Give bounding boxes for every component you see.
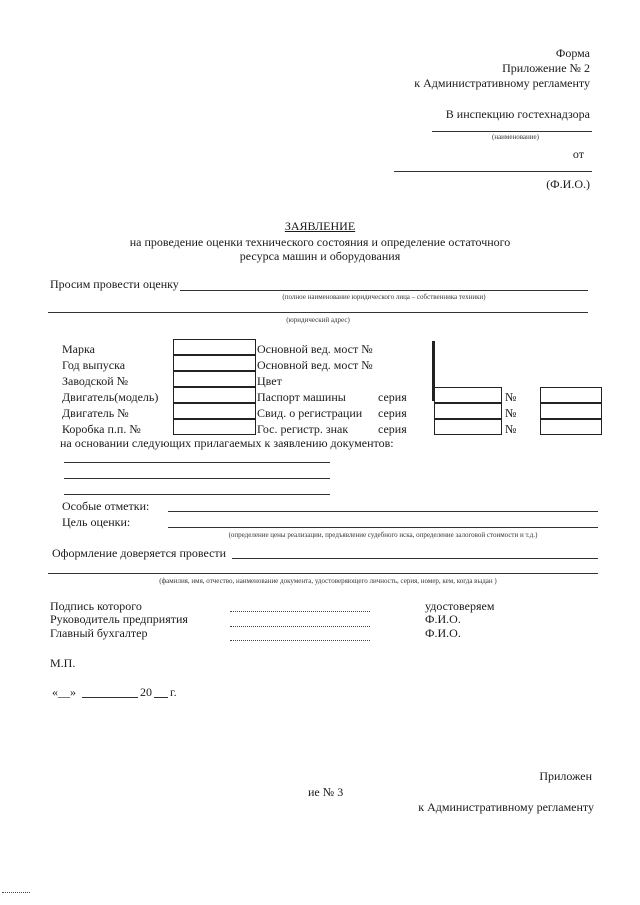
request-label: Просим провести оценку bbox=[50, 277, 179, 291]
input-year[interactable] bbox=[173, 355, 256, 371]
owner-caption: (полное наименование юридического лица – собственника техники) bbox=[282, 293, 486, 301]
label-serial: Заводской № bbox=[62, 374, 129, 388]
accountant-fio: Ф.И.О. bbox=[425, 626, 461, 640]
purpose-caption: (определение цены реализации, предъявление судебного иска, определение залоговой стоимости и т.д.) bbox=[228, 531, 538, 539]
inspection-name-line[interactable] bbox=[432, 131, 592, 132]
label-number-passport: № bbox=[505, 390, 517, 404]
signed-by-label: Подпись которого bbox=[50, 599, 142, 613]
footer-regulation: к Административному регламенту bbox=[418, 800, 594, 814]
label-gearbox: Коробка п.п. № bbox=[62, 422, 141, 436]
appendix-number: Приложение № 2 bbox=[502, 61, 590, 75]
input-registration-series[interactable] bbox=[434, 403, 502, 419]
input-serial[interactable] bbox=[173, 371, 256, 387]
footer-appendix-part2: ие № 3 bbox=[308, 785, 344, 799]
page-corner-mark bbox=[2, 892, 30, 893]
documents-label: на основании следующих прилагаемых к заявлению документов: bbox=[60, 436, 394, 450]
address-line[interactable] bbox=[48, 312, 588, 313]
date-day[interactable]: «__» bbox=[52, 685, 76, 699]
input-passport-number[interactable] bbox=[540, 387, 602, 403]
form-label: Форма bbox=[555, 46, 590, 60]
label-axle-1: Основной вед. мост № bbox=[257, 342, 373, 356]
owner-line[interactable] bbox=[180, 290, 588, 291]
input-passport-series[interactable] bbox=[434, 387, 502, 403]
address-caption: (юридический адрес) bbox=[286, 316, 350, 324]
date-year-suffix: г. bbox=[170, 685, 177, 699]
label-color: Цвет bbox=[257, 374, 282, 388]
label-engine-model: Двигатель(модель) bbox=[62, 390, 159, 404]
date-year-prefix: 20 bbox=[140, 685, 152, 699]
label-year: Год выпуска bbox=[62, 358, 126, 372]
label-number-registration: № bbox=[505, 406, 517, 420]
input-plate-series[interactable] bbox=[434, 419, 502, 435]
label-engine-number: Двигатель № bbox=[62, 406, 129, 420]
label-series-plate: серия bbox=[378, 422, 407, 436]
special-marks-line[interactable] bbox=[168, 511, 598, 512]
input-gearbox[interactable] bbox=[173, 419, 256, 435]
title-subtitle-1: на проведение оценки технического состояния и определение остаточного bbox=[129, 235, 511, 249]
input-brand[interactable] bbox=[173, 339, 256, 355]
input-registration-number[interactable] bbox=[540, 403, 602, 419]
purpose-label: Цель оценки: bbox=[62, 515, 131, 529]
date-month-line[interactable] bbox=[82, 697, 138, 698]
manager-signature-line[interactable] bbox=[230, 626, 370, 627]
entrusted-label: Оформление доверяется провести bbox=[52, 546, 227, 560]
document-line-2[interactable] bbox=[64, 478, 330, 479]
accountant-label: Главный бухгалтер bbox=[50, 626, 148, 640]
special-marks-label: Особые отметки: bbox=[62, 499, 150, 513]
label-registration: Свид. о регистрации bbox=[257, 406, 363, 420]
entrusted-line[interactable] bbox=[232, 558, 598, 559]
accountant-signature-line[interactable] bbox=[230, 640, 370, 641]
regulation-label: к Административному регламенту bbox=[414, 76, 590, 90]
entrusted-line-2[interactable] bbox=[48, 573, 598, 574]
label-number-plate: № bbox=[505, 422, 517, 436]
purpose-line[interactable] bbox=[168, 527, 598, 528]
signature-line-1[interactable] bbox=[230, 611, 370, 612]
input-plate-number[interactable] bbox=[540, 419, 602, 435]
fio-caption: (Ф.И.О.) bbox=[546, 177, 590, 191]
document-line-3[interactable] bbox=[64, 494, 330, 495]
entrusted-caption: (фамилия, имя, отчество, наименование документа, удостоверяющего личность, серия, номер, кем, когда выдан ) bbox=[159, 577, 497, 585]
document-title: ЗАЯВЛЕНИЕ bbox=[284, 219, 356, 233]
label-passport: Паспорт машины bbox=[257, 390, 346, 404]
manager-label: Руководитель предприятия bbox=[50, 612, 188, 626]
label-series-passport: серия bbox=[378, 390, 407, 404]
label-series-registration: серия bbox=[378, 406, 407, 420]
footer-appendix-part1: Приложен bbox=[539, 769, 592, 783]
label-axle-2: Основной вед. мост № bbox=[257, 358, 373, 372]
certify-label: удостоверяем bbox=[425, 599, 495, 613]
input-engine-model[interactable] bbox=[173, 387, 256, 403]
from-label: от bbox=[572, 147, 584, 161]
input-engine-number[interactable] bbox=[173, 403, 256, 419]
name-caption: (наименование) bbox=[492, 133, 539, 141]
label-plate: Гос. регистр. знак bbox=[257, 422, 349, 436]
inspection-label: В инспекцию гостехнадзора bbox=[445, 107, 590, 121]
title-subtitle-2: ресурса машин и оборудования bbox=[239, 249, 401, 263]
manager-fio: Ф.И.О. bbox=[425, 612, 461, 626]
document-line-1[interactable] bbox=[64, 462, 330, 463]
fio-line[interactable] bbox=[394, 171, 592, 172]
stamp-label: М.П. bbox=[50, 656, 76, 670]
label-brand: Марка bbox=[62, 342, 95, 356]
date-year-line[interactable] bbox=[154, 697, 168, 698]
